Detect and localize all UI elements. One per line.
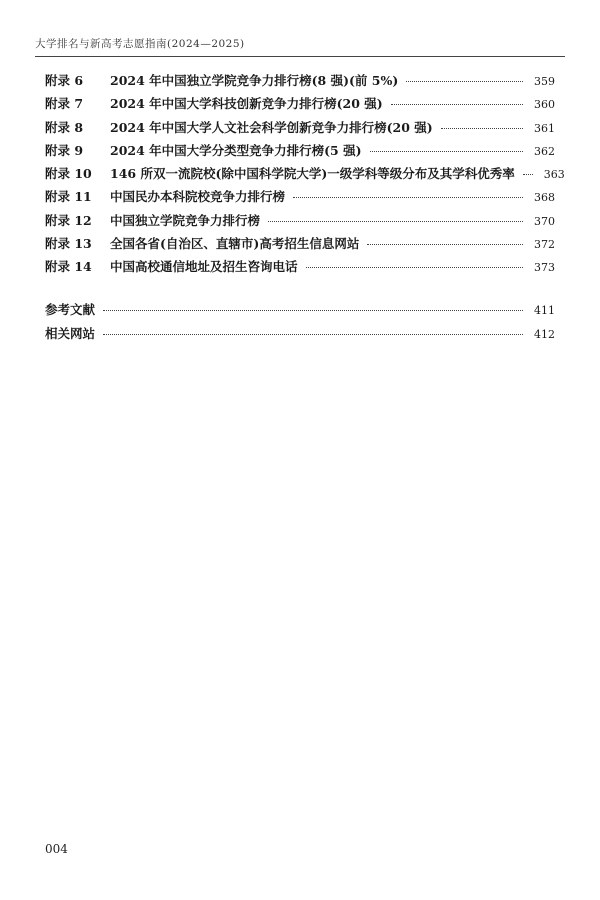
toc-entry-appendix-8[interactable]	[45, 118, 555, 141]
toc-entry-label: 附录 8	[45, 119, 84, 135]
toc-entry-related-websites[interactable]	[45, 324, 555, 348]
running-header: 大学排名与新高考志愿指南(2024—2025)	[35, 38, 245, 50]
dot-leader	[103, 309, 523, 311]
toc-entry-title: 全国各省(自治区、直辖市)高考招生信息网站	[110, 236, 360, 252]
toc-entry-title: 中国独立学院竞争力排行榜	[110, 212, 261, 228]
header-rule	[35, 56, 565, 57]
toc-entry-appendix-12[interactable]	[45, 211, 555, 234]
toc-entry-title: 相关网站	[45, 325, 96, 341]
toc-entry-page: 412	[534, 327, 555, 341]
toc-entry-label: 附录 9	[45, 142, 84, 158]
toc-entry-appendix-11[interactable]	[45, 187, 555, 210]
toc-entry-page: 370	[534, 214, 555, 228]
table-of-contents	[45, 71, 565, 281]
dot-leader	[293, 196, 523, 198]
toc-entry-page: 411	[534, 304, 555, 317]
toc-entry-title: 2024 年中国大学人文社会科学创新竞争力排行榜(20 强)	[110, 119, 433, 135]
toc-entry-appendix-14[interactable]	[45, 257, 555, 280]
table-of-contents-back-matter	[45, 300, 555, 347]
dot-leader	[523, 173, 533, 175]
toc-entry-page: 368	[534, 191, 555, 205]
dot-leader	[268, 220, 523, 222]
toc-entry-title: 中国民办本科院校竞争力排行榜	[110, 189, 286, 205]
toc-entry-label: 附录 13	[45, 236, 92, 252]
toc-entry-appendix-6[interactable]	[45, 71, 555, 94]
dot-leader	[406, 80, 523, 82]
toc-entry-appendix-9[interactable]	[45, 141, 555, 164]
toc-entry-page: 363	[543, 168, 565, 182]
toc-entry-label: 附录 12	[45, 212, 92, 228]
toc-entry-references[interactable]	[45, 300, 555, 324]
toc-entry-page: 373	[534, 261, 555, 275]
toc-entry-appendix-10[interactable]	[45, 164, 565, 187]
dot-leader	[367, 243, 523, 245]
toc-entry-title: 中国高校通信地址及招生咨询电话	[110, 259, 298, 275]
dot-leader	[441, 127, 523, 129]
toc-entry-page: 361	[534, 121, 555, 135]
toc-entry-title: 2024 年中国大学科技创新竞争力排行榜(20 强)	[110, 96, 383, 112]
toc-entry-appendix-13[interactable]	[45, 234, 555, 257]
toc-entry-label: 附录 11	[45, 189, 92, 205]
toc-entry-label: 附录 7	[45, 96, 84, 112]
toc-entry-title: 2024 年中国独立学院竞争力排行榜(8 强)(前 5%)	[110, 73, 399, 88]
toc-entry-page: 372	[534, 238, 555, 252]
toc-entry-label: 附录 14	[45, 259, 92, 275]
dot-leader	[370, 150, 523, 152]
toc-entry-title: 146 所双一流院校(除中国科学院大学)一级学科等级分布及其学科优秀率	[110, 166, 515, 182]
toc-entry-label: 附录 10	[45, 166, 92, 182]
toc-entry-title: 参考文献	[45, 302, 96, 317]
dot-leader	[391, 103, 523, 105]
dot-leader	[103, 333, 523, 335]
toc-entry-title: 2024 年中国大学分类型竞争力排行榜(5 强)	[110, 142, 362, 158]
toc-entry-appendix-7[interactable]	[45, 94, 555, 117]
toc-entry-page: 359	[534, 75, 555, 88]
toc-entry-page: 360	[534, 98, 555, 112]
page-number: 004	[45, 842, 68, 856]
toc-entry-page: 362	[534, 144, 555, 158]
toc-entry-label: 附录 6	[45, 73, 84, 88]
dot-leader	[306, 266, 523, 268]
